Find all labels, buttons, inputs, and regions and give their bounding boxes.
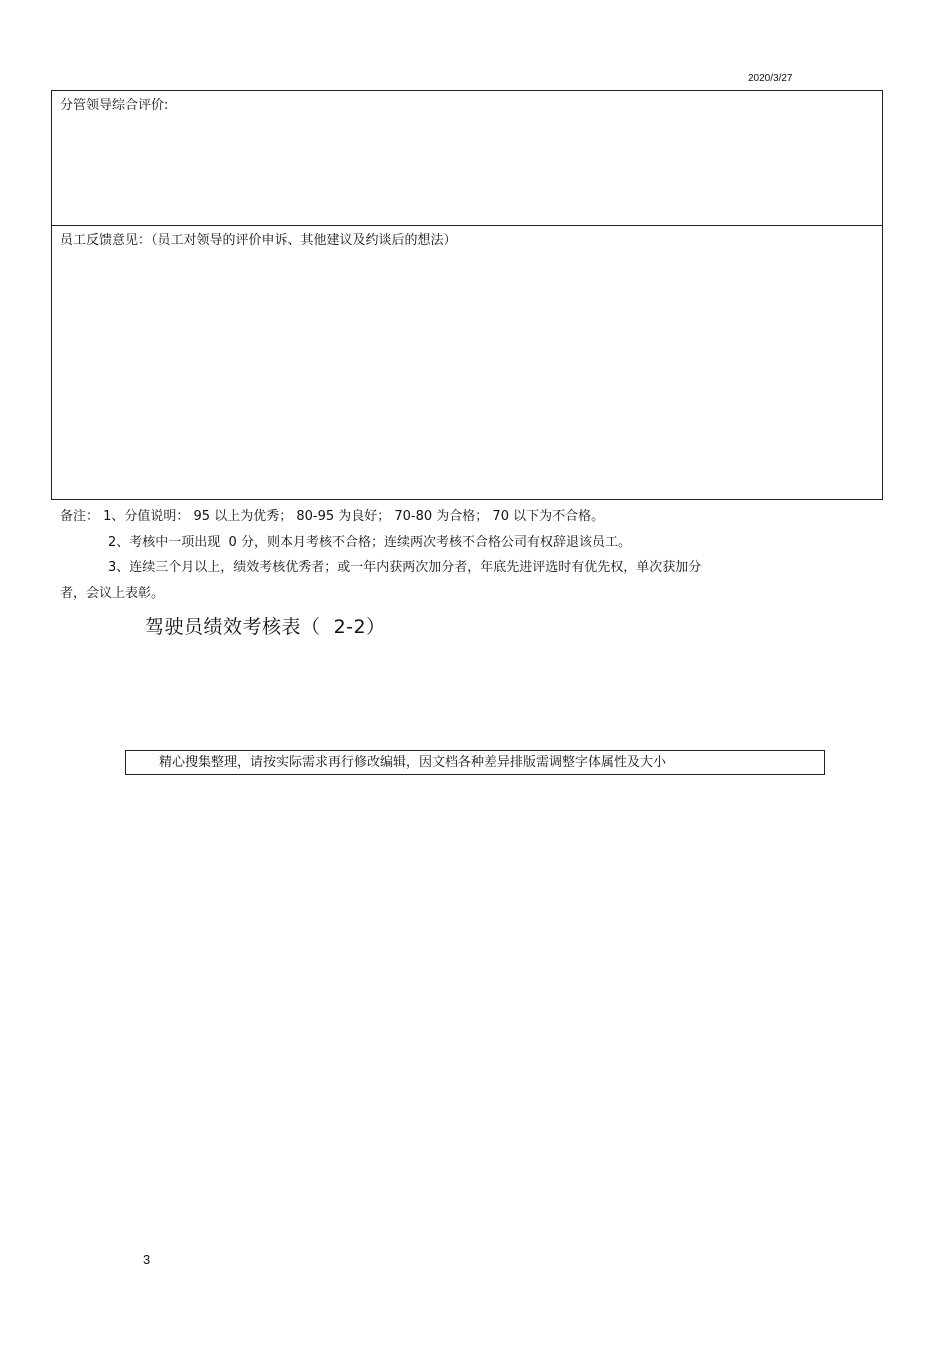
leader-evaluation-label: 分管领导综合评价: [60,98,169,113]
document-date: 2020/3/27 [748,73,793,84]
employee-feedback-label: 员工反馈意见：（员工对领导的评价申诉、其他建议及约谈后的想法） [60,233,457,248]
remarks-section [60,504,820,606]
disclaimer-box: 精心搜集整理，请按实际需求再行修改编辑，因文档各种差异排版需调整字体属性及大小 [125,750,825,775]
remark-line-3: 3、连续三个月以上，绩效考核优秀者；或一年内获两次加分者，年底先进评选时有优先权，单次获加分 [108,560,702,575]
remark-line-4: 者，会议上表彰。 [60,585,165,601]
remark-line-2: 2、考核中一项出现 0 分，则本月考核不合格；连续两次考核不合格公司有权辞退该员工。 [108,534,631,550]
page-number: 3 [143,1252,151,1267]
form-title: 驾驶员绩效考核表（ 2-2） [145,616,386,638]
evaluation-table [51,90,883,500]
remark-line-1: 备注： 1、分值说明： 95 以上为优秀； 80-95 为良好； 70-80 为合格； 70 以下为不合格。 [60,509,605,524]
employee-feedback-cell[interactable] [52,226,882,499]
leader-evaluation-cell[interactable] [52,91,882,226]
